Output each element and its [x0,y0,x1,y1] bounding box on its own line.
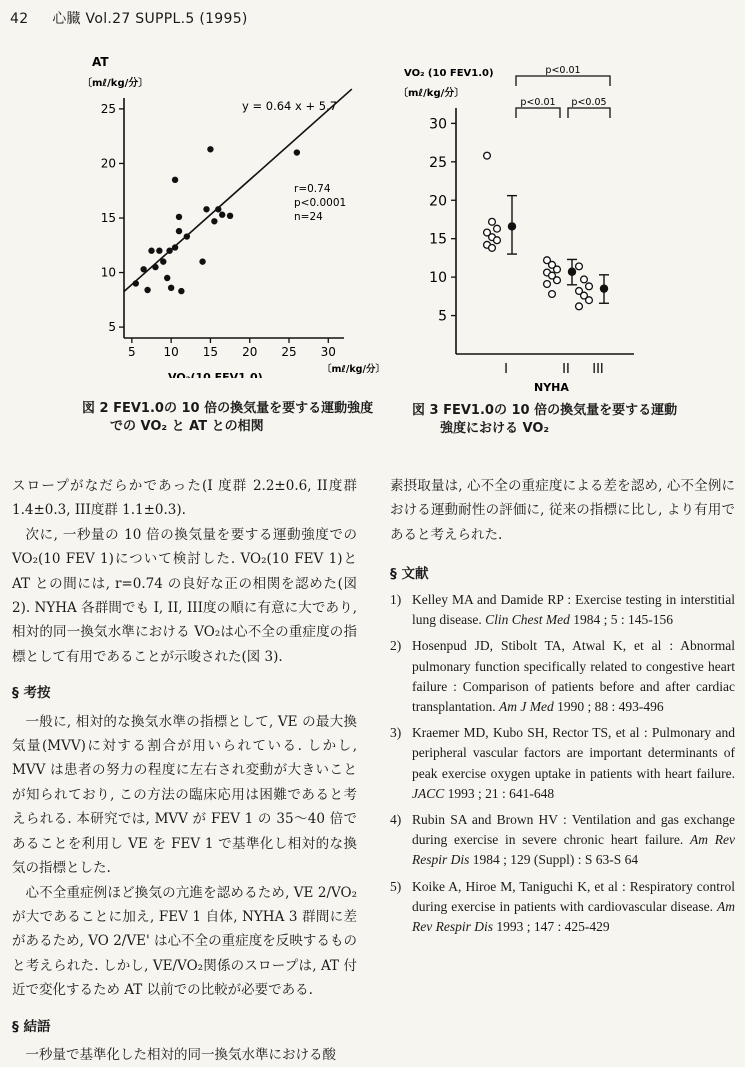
data-point [164,275,170,281]
regression-equation: y = 0.64 x + 5.7 [242,99,338,113]
x-tick-label: 30 [320,345,336,359]
significance-label: p<0.01 [545,65,581,76]
reference-item [390,723,735,804]
right-column [390,474,735,547]
reference-citation: 1993 ; 21 : 641-648 [444,785,555,801]
data-point [172,177,178,183]
data-point [172,244,178,250]
reference-text: Rubin SA and Brown HV : Ventilation and gas exchange during exercise in severe chronic heart failure. [412,812,735,848]
x-axis-label: NYHA [534,381,569,394]
data-point [586,297,593,304]
reference-text: Kelley MA and Damide RP : Exercise testing in interstitial lung disease. [412,592,735,628]
y-tick-label: 10 [429,270,447,287]
reference-number: 5) [390,878,402,894]
x-tick-label: 5 [128,345,136,359]
data-point [184,233,190,239]
x-tick-label: 20 [242,345,258,359]
reference-journal: JACC [412,785,445,801]
reference-text: Kraemer MD, Kubo SH, Rector TS, et al : Pulmonary and peripheral vascular factors are important determinants of peak exercise oxygen uptake in patients with heart failure. [412,725,735,781]
reference-item [390,636,735,717]
section-heading-references: § 文献 [390,566,429,582]
data-point [554,277,561,284]
reference-citation: 1984 ; 129 (Suppl) : S 63-S 64 [469,852,639,868]
reference-text: Hosenpud JD, Stibolt TA, Atwal K, et al : Abnormal pulmonary function specifically related to congestive heart failure : Comparison of patients before and after cardiac transplantation. [412,638,735,715]
data-point [199,258,205,264]
figure-2 [40,48,380,382]
x-tick-label: I [504,362,508,377]
reference-number: 2) [390,638,402,654]
data-point [484,152,491,159]
y-axis-label: AT [92,55,109,69]
reference-list [390,590,735,943]
y-tick-label: 20 [100,156,116,171]
paragraph: 一秒量で基準化した相対的同一換気水準における酸 [25,1046,336,1063]
paragraph: 心不全重症例ほど換気の亢進を認めるため, VE 2/VO₂が大であることに加え, FEV 1 自体, NYHA 3 群間に差があるため, VO 2/VE' は心不全の重症度を反映するものと考えられた. しかし, VE/VO₂関係のスロープは, AT 付近で変化するため AT 以前での比較が必要である. [12,884,357,999]
y-tick-label: 15 [429,231,447,248]
reference-journal: Am Rev Respir Dis [412,898,735,935]
journal-info: 心臓 Vol.27 SUPPL.5 (1995) [52,11,248,27]
x-tick-label: 25 [281,345,297,359]
data-point [207,146,213,152]
significance-bracket [516,76,610,86]
y-tick-label: 30 [429,116,447,133]
data-point [489,218,496,225]
reference-item [390,590,735,630]
section-heading-conclusion: § 結語 [12,1018,51,1035]
x-tick-label: 10 [163,345,179,359]
data-point [168,285,174,291]
caption-line: 強度における VO₂ [440,421,550,436]
data-point [554,266,561,273]
data-point [294,149,300,155]
reference-number: 4) [390,812,402,828]
left-column [12,474,357,1067]
caption-line: 図 2 FEV1.0の 10 倍の換気量を要する運動強度 [82,401,374,416]
x-tick-label: III [592,362,604,377]
paragraph: スロープがなだらかであった(I 度群 2.2±0.6, II度群 1.4±0.3, III度群 1.1±0.3). [12,478,357,519]
reference-journal: Am Rev Respir Dis [412,832,735,868]
data-point [140,266,146,272]
data-point [203,206,209,212]
reference-citation: 1984 ; 5 : 145-156 [569,612,673,628]
figure-3-caption [412,402,677,438]
running-header [10,8,248,28]
y-tick-label: 10 [100,265,116,280]
reference-item [390,810,735,871]
data-point [215,206,221,212]
data-point [176,214,182,220]
data-point [494,237,501,244]
data-point [544,281,551,288]
data-point [160,258,166,264]
stat-n: n=24 [294,211,323,223]
paragraph: 次に, 一秒量の 10 倍の換気量を要する運動強度での VO₂(10 FEV 1)について検討した. VO₂(10 FEV 1)と AT との間には, r=0.74 の良好な正の相関を認めた(図 2). NYHA 各群間でも I, II, III度の順に有意に大であり, 相対的同一換気水準における VO₂は心不全の重症度の指標として有用であることが示唆された(図 3). [12,526,357,665]
x-tick-label: 15 [202,345,219,359]
figure-2-chart [40,48,380,378]
mean-point [568,268,576,276]
data-point [227,213,233,219]
mean-point [508,222,516,230]
y-axis-label: VO₂ (10 FEV1.0) [404,68,494,79]
data-point [156,248,162,254]
data-point [144,287,150,293]
caption-line: での VO₂ と AT との相関 [110,419,264,434]
y-tick-label: 5 [438,308,447,325]
y-tick-label: 20 [429,193,447,210]
paragraph: 素摂取量は, 心不全の重症度による差を認め, 心不全例における運動耐性の評価に, 従来の指標に比し, より有用であると考えられた. [390,478,735,543]
figure-3-chart [398,62,728,400]
reference-journal: Clin Chest Med [485,612,570,628]
section-heading-discussion: § 考按 [12,685,51,702]
reference-number: 3) [390,725,402,741]
data-point [489,245,496,252]
data-point [549,291,556,298]
y-axis-unit: 〔mℓ/kg/分〕 [398,88,465,99]
data-point [211,218,217,224]
reference-text: Koike A, Hiroe M, Taniguchi K, et al : Respiratory control during exercise in patients with cardiovascular disease. [412,878,735,914]
data-point [494,225,501,232]
data-point [166,248,172,254]
significance-bracket [516,108,560,118]
mean-point [600,284,608,292]
paragraph: 一般に, 相対的な換気水準の指標として, VE の最大換気量(MVV)に対する割合が用いられている. しかし, MVV は患者の努力の程度に左右され変動が大きいことが知られており, この方法の臨床応用は困難であると考えられる. 本研究では, MVV が FEV 1 の 35〜40 倍であることを利用し VE を FEV 1 で基準化し相対的な換気の指標とした. [12,713,357,877]
reference-citation: 1993 ; 147 : 425-429 [492,919,610,935]
significance-label: p<0.01 [520,97,556,108]
data-point [576,303,583,310]
data-point [581,276,588,283]
data-point [219,212,225,218]
y-tick-label: 5 [108,320,116,335]
data-point [586,283,593,290]
caption-line: 図 3 FEV1.0の 10 倍の換気量を要する運動 [412,403,678,418]
data-point [152,264,158,270]
x-axis-unit: 〔mℓ/kg/分〕 [322,364,380,375]
data-point [148,248,154,254]
x-axis-label: VO₂(10 FEV1.0) [168,371,263,378]
x-tick-label: II [562,362,570,377]
data-point [178,288,184,294]
reference-number: 1) [390,592,402,607]
y-axis-unit: 〔mℓ/kg/分〕 [82,78,149,89]
figure-3 [398,62,728,404]
page-number: 42 [10,11,29,27]
data-point [176,228,182,234]
stat-p: p<0.0001 [294,197,347,209]
significance-label: p<0.05 [571,97,607,108]
data-point [133,280,139,286]
y-tick-label: 25 [429,154,447,171]
data-point [576,263,583,270]
significance-bracket [568,108,610,118]
y-tick-label: 15 [100,211,116,225]
stat-r: r=0.74 [294,183,331,195]
reference-citation: 1990 ; 88 : 493-496 [553,699,664,715]
y-tick-label: 25 [100,101,116,116]
reference-journal: Am J Med [498,699,554,715]
reference-item [390,877,735,938]
figure-2-caption [82,400,373,436]
